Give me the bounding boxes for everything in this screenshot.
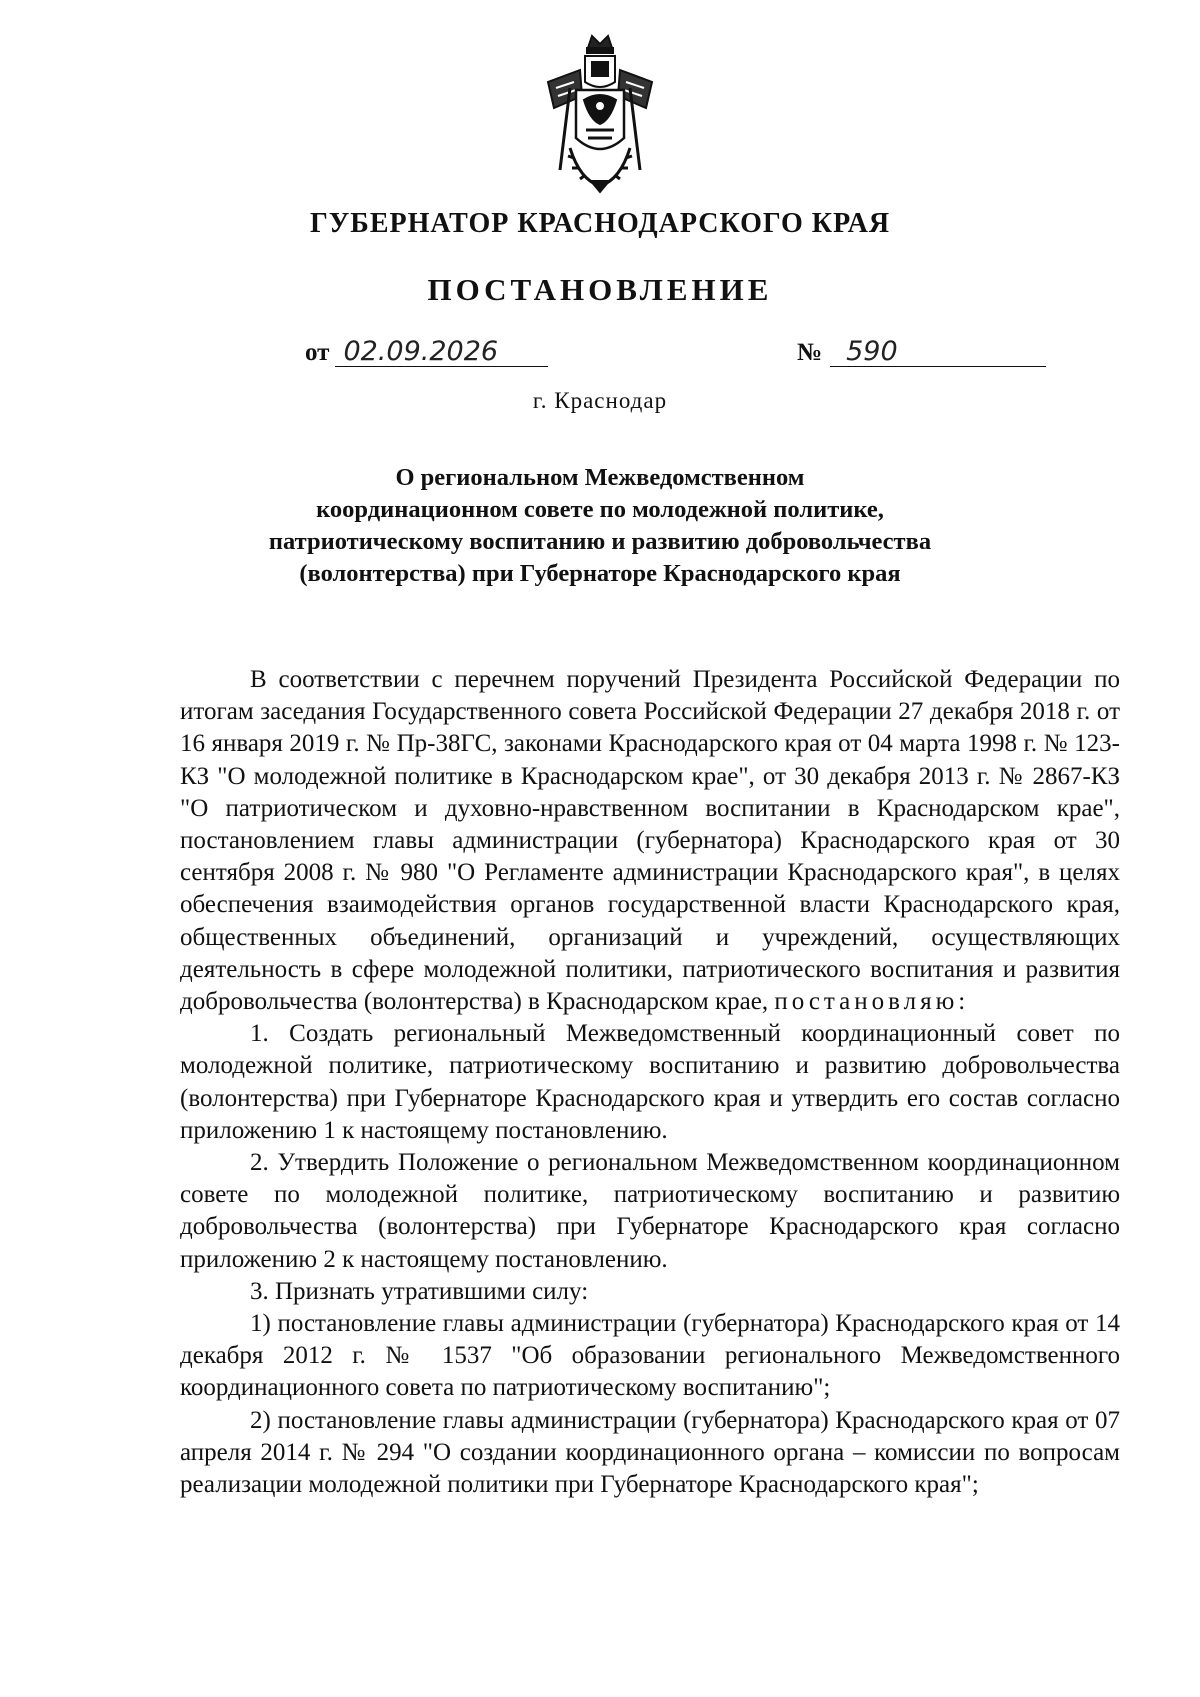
- clause-paragraph: 1. Создать региональный Межведомственный координационный совет по молодежной политике, патриотическому воспитанию и развитию добровольчества (волонтерства) при Губернаторе Краснодарского края и утвердить его состав согласно приложению 1 к настоящему постановлению.: [180, 1020, 1120, 1144]
- subject-line: О региональном Межведомственном: [395, 464, 805, 491]
- date-value: 02.09.2026: [335, 338, 548, 367]
- date-label: от: [305, 339, 330, 366]
- subject-line: патриотическому воспитанию и развитию добровольчества: [268, 528, 932, 555]
- subject-line: (волонтерства) при Губернаторе Краснодарского края: [299, 560, 901, 587]
- coat-of-arms-icon: [540, 30, 660, 200]
- clause-paragraph: 1) постановление главы администрации (губернатора) Краснодарского края от 14 декабря 2012 г. № 1537 "Об образовании регионального Межведомственного координационного совета по патриотическому воспитанию";: [180, 1310, 1120, 1402]
- clause-paragraph: 2. Утвердить Положение о региональном Межведомственном координационном совете по молодежной политике, патриотическому воспитанию и развитию добровольчества (волонтерства) при Губернаторе Краснодарского края согласно приложению 2 к настоящему постановлению.: [180, 1149, 1120, 1273]
- issuer-title: ГУБЕРНАТОР КРАСНОДАРСКОГО КРАЯ: [309, 208, 891, 239]
- preamble-paragraph: [180, 664, 1120, 1018]
- decree-word: постановляю:: [774, 988, 970, 1016]
- preamble-text: В соответствии с перечнем поручений Президента Российской Федерации по итогам заседания Государственного совета Российской Федерации 27 декабря 2018 г. от 16 января 2019 г. № Пр-38ГС, законами Краснодарского края от 04 марта 1998 г. № 123-КЗ "О молодежной политике в Краснодарском крае", от 30 декабря 2013 г. № 2867-КЗ "О патриотическом и духовно-нравственном воспитании в Краснодарском крае", постановлением главы администрации (губернатора) Краснодарского края от 30 сентября 2008 г. № 980 "О Регламенте администрации Краснодарского края", в целях обеспечения взаимодействия органов государственной власти Краснодарского края, общественных объединений, организаций и учреждений, осуществляющих деятельность в сфере молодежной политики, патриотического воспитания и развития добровольчества (волонтерства) в Краснодарском крае,: [180, 666, 1120, 1016]
- number-row: [797, 338, 1046, 367]
- number-label: №: [797, 339, 823, 366]
- number-value: 590: [830, 338, 1046, 367]
- date-row: [305, 338, 548, 367]
- document-subject: [0, 462, 1200, 590]
- clause-paragraph: 2) постановление главы администрации (губернатора) Краснодарского края от 07 апреля 2014 г. № 294 "О создании координационного органа – комиссии по вопросам реализации молодежной политики при Губернаторе Краснодарского края";: [180, 1406, 1120, 1499]
- city: г. Краснодар: [532, 388, 668, 413]
- document-body: [180, 664, 1120, 1501]
- clause-paragraph: 3. Признать утратившими силу:: [250, 1277, 589, 1305]
- document-type: ПОСТАНОВЛЕНИЕ: [427, 272, 773, 307]
- subject-line: координационном совете по молодежной политике,: [316, 496, 884, 523]
